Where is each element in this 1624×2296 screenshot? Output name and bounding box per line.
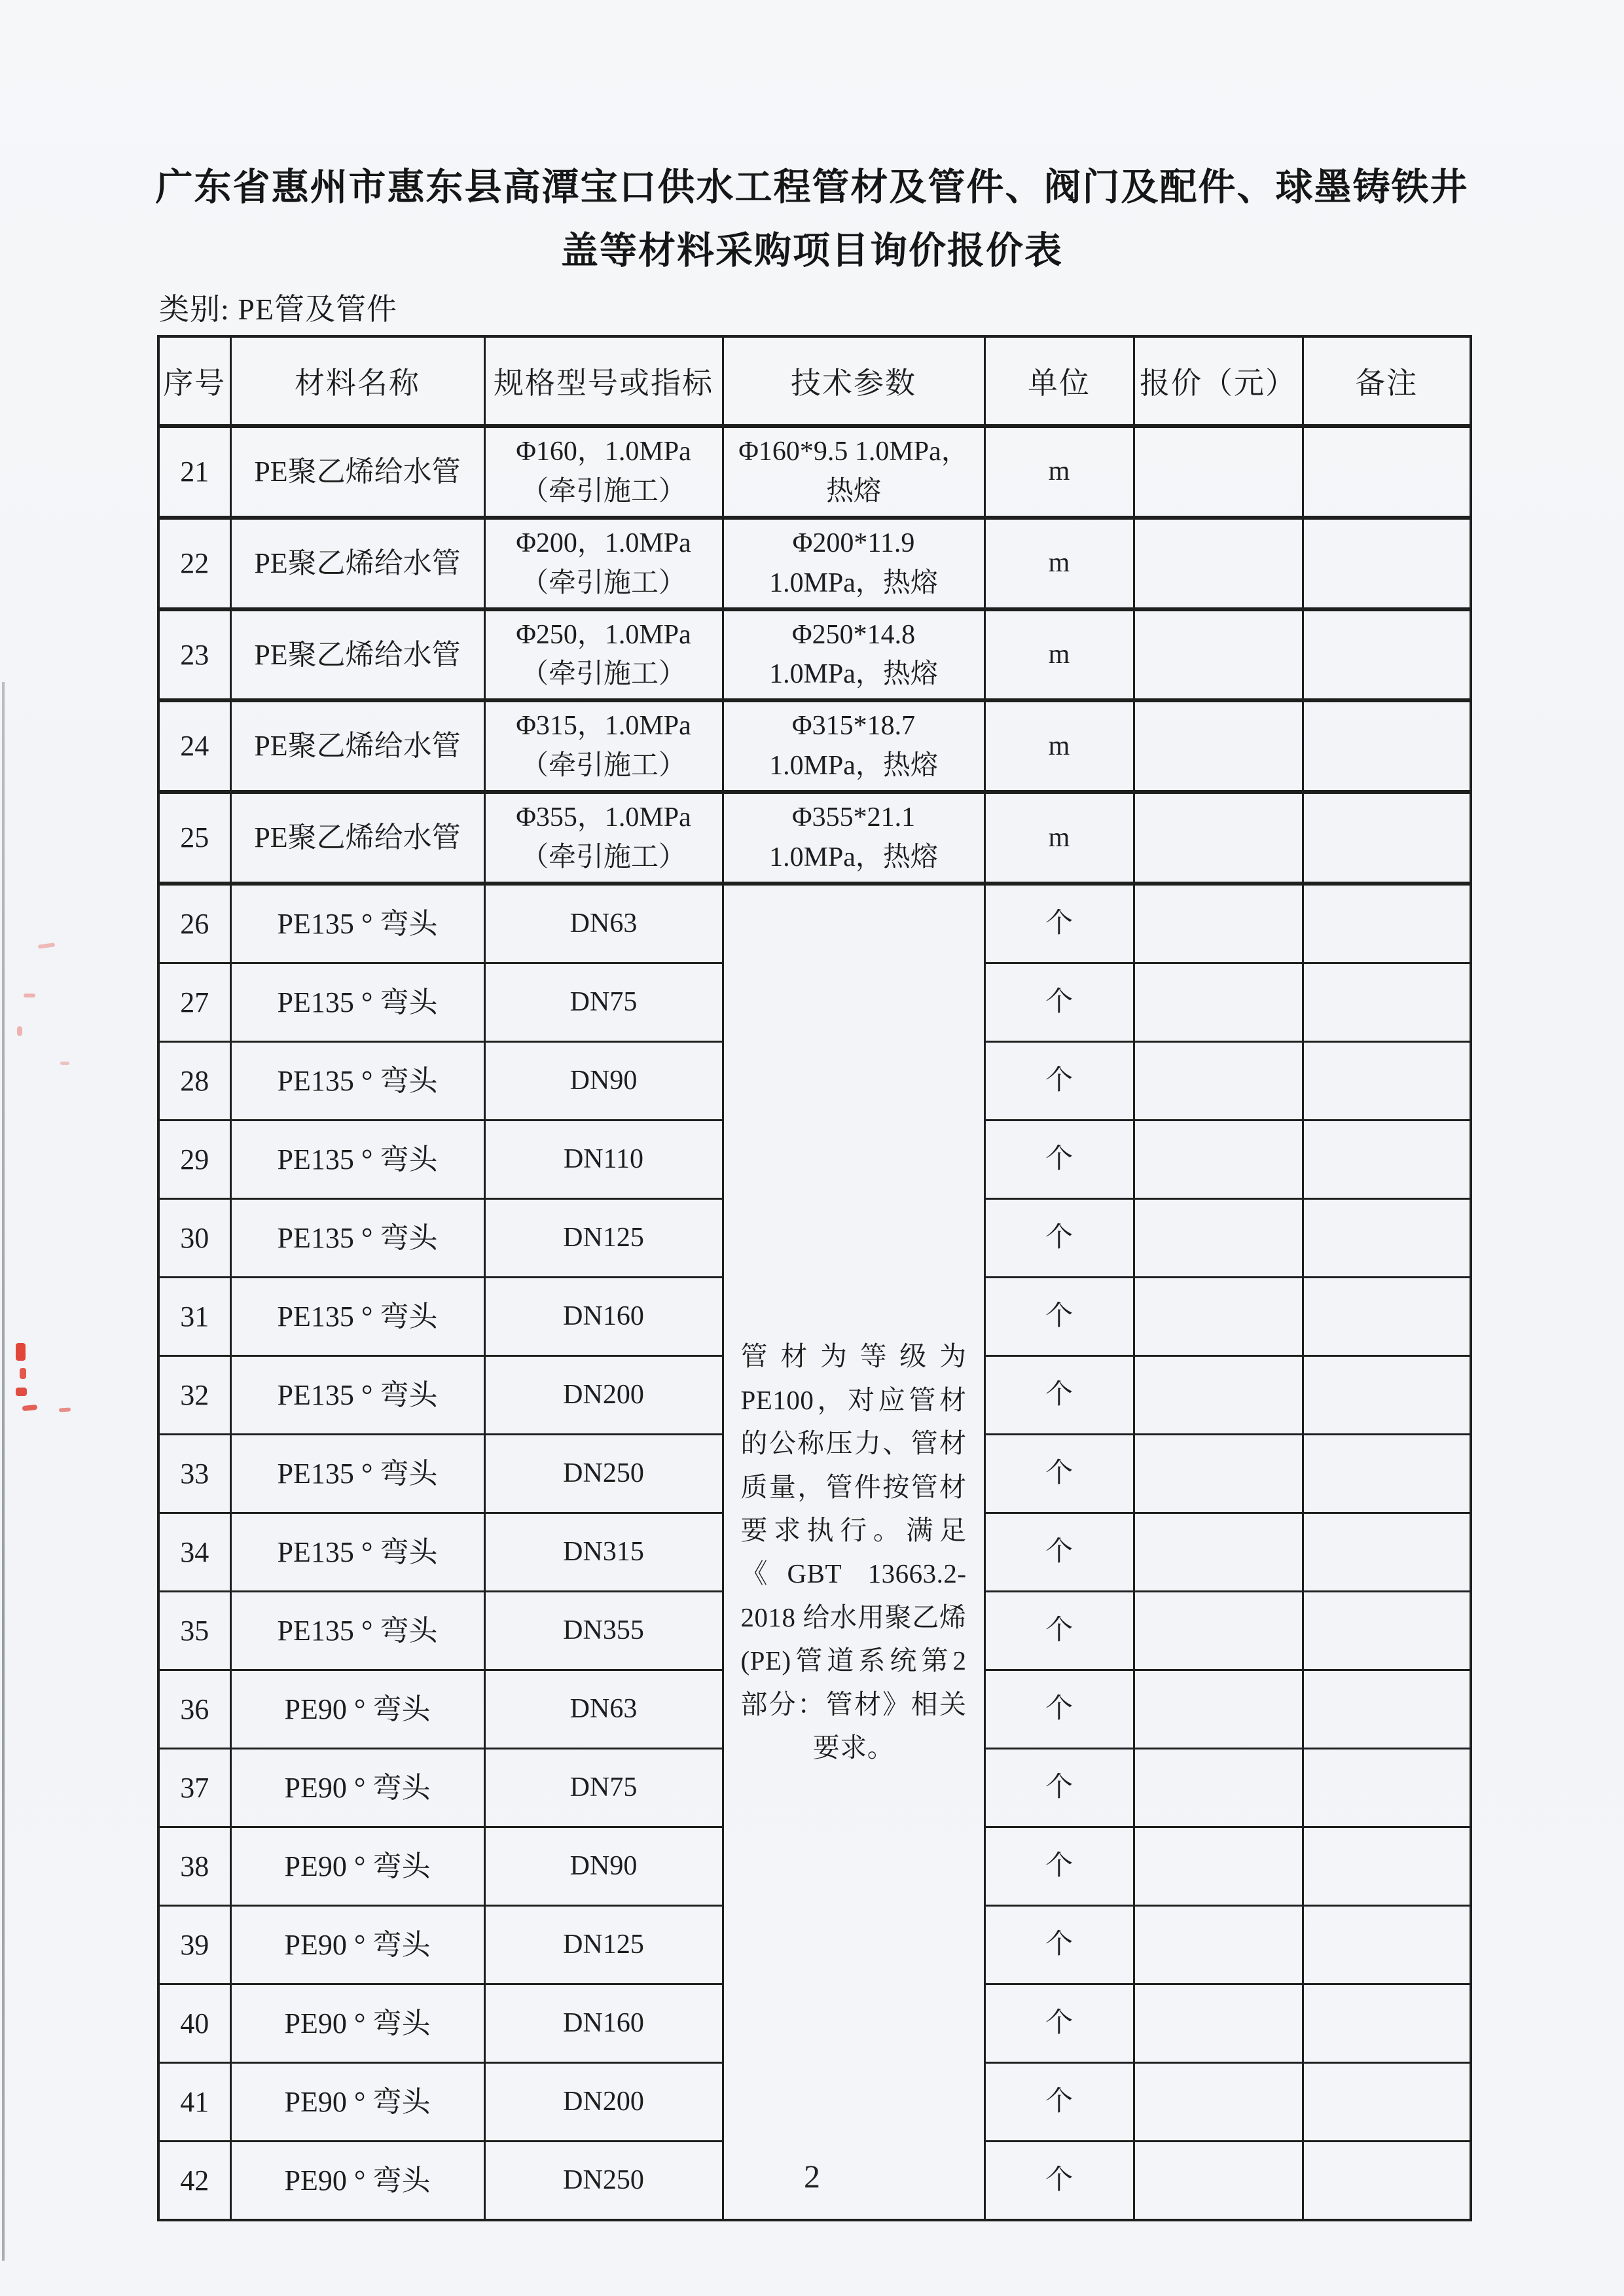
cell-price — [1134, 1198, 1303, 1277]
col-header-unit: 单位 — [984, 336, 1134, 426]
cell-no: 27 — [158, 963, 230, 1041]
cell-spec: DN75 — [484, 963, 723, 1041]
cell-spec: DN125 — [484, 1198, 723, 1277]
title-line-2: 盖等材料采购项目询价报价表 — [561, 230, 1063, 272]
cell-unit: 个 — [984, 1355, 1134, 1434]
table-row — [158, 884, 1471, 963]
cell-spec: DN90 — [484, 1827, 723, 1905]
cell-spec: Φ200，1.0MPa（牵引施工） — [484, 518, 723, 609]
cell-spec: DN200 — [484, 1355, 723, 1434]
cell-unit: 个 — [984, 2062, 1134, 2141]
cell-no: 28 — [158, 1041, 230, 1120]
cell-note — [1303, 1827, 1471, 1905]
cell-note — [1303, 2062, 1471, 2141]
cell-unit: 个 — [984, 1041, 1134, 1120]
cell-unit: m — [984, 792, 1134, 884]
cell-spec: DN250 — [484, 1434, 723, 1513]
cell-price — [1134, 884, 1303, 963]
cell-note — [1303, 1120, 1471, 1198]
cell-note — [1303, 1277, 1471, 1355]
cell-unit: 个 — [984, 1434, 1134, 1513]
cell-note — [1303, 1513, 1471, 1591]
cell-material: PE135 ° 弯头 — [230, 1591, 484, 1670]
cell-tech: Φ160*9.5 1.0MPa，热熔 — [723, 426, 984, 518]
red-ink-mark — [16, 1343, 26, 1361]
cell-note — [1303, 1748, 1471, 1827]
cell-unit: 个 — [984, 1513, 1134, 1591]
cell-price — [1134, 792, 1303, 884]
cell-tech: Φ250*14.8 1.0MPa，热熔 — [723, 609, 984, 701]
page-title — [0, 156, 1624, 283]
cell-unit: 个 — [984, 963, 1134, 1041]
cell-unit: m — [984, 609, 1134, 701]
cell-note — [1303, 1355, 1471, 1434]
cell-price — [1134, 1984, 1303, 2062]
category-label: 类别: PE管及管件 — [159, 293, 397, 326]
cell-no: 37 — [158, 1748, 230, 1827]
cell-spec: DN250 — [484, 2141, 723, 2220]
table-row — [158, 518, 1471, 609]
cell-note — [1303, 700, 1471, 792]
cell-material: PE135 ° 弯头 — [230, 1355, 484, 1434]
cell-tech: Φ355*21.1 1.0MPa，热熔 — [723, 792, 984, 884]
cell-unit: m — [984, 518, 1134, 609]
cell-no: 21 — [158, 426, 230, 518]
cell-price — [1134, 1277, 1303, 1355]
col-header-material: 材料名称 — [230, 336, 484, 426]
cell-spec: DN90 — [484, 1041, 723, 1120]
cell-no: 30 — [158, 1198, 230, 1277]
cell-material: PE135 ° 弯头 — [230, 963, 484, 1041]
cell-price — [1134, 1041, 1303, 1120]
cell-note — [1303, 963, 1471, 1041]
red-ink-mark — [24, 994, 35, 997]
cell-no: 24 — [158, 700, 230, 792]
cell-no: 39 — [158, 1905, 230, 1984]
cell-price — [1134, 963, 1303, 1041]
cell-note — [1303, 1670, 1471, 1748]
red-ink-mark — [38, 942, 56, 949]
cell-no: 36 — [158, 1670, 230, 1748]
red-ink-mark — [17, 1026, 22, 1036]
col-header-spec: 规格型号或指标 — [484, 336, 723, 426]
cell-spec: DN160 — [484, 1277, 723, 1355]
red-ink-mark — [59, 1407, 71, 1412]
cell-material: PE聚乙烯给水管 — [230, 609, 484, 701]
cell-spec: DN110 — [484, 1120, 723, 1198]
cell-no: 33 — [158, 1434, 230, 1513]
scan-edge-line — [2, 682, 5, 2261]
cell-no: 40 — [158, 1984, 230, 2062]
col-header-note: 备注 — [1303, 336, 1471, 426]
cell-no: 42 — [158, 2141, 230, 2220]
cell-no: 31 — [158, 1277, 230, 1355]
cell-unit: 个 — [984, 1984, 1134, 2062]
cell-tech: Φ200*11.9 1.0MPa，热熔 — [723, 518, 984, 609]
table-row — [158, 426, 1471, 518]
cell-spec: DN160 — [484, 1984, 723, 2062]
cell-spec: DN63 — [484, 884, 723, 963]
cell-no: 32 — [158, 1355, 230, 1434]
cell-unit: 个 — [984, 884, 1134, 963]
cell-spec: DN63 — [484, 1670, 723, 1748]
cell-no: 29 — [158, 1120, 230, 1198]
cell-unit: 个 — [984, 1120, 1134, 1198]
table-header-row — [158, 336, 1471, 426]
cell-no: 34 — [158, 1513, 230, 1591]
cell-note — [1303, 518, 1471, 609]
cell-material: PE90 ° 弯头 — [230, 2141, 484, 2220]
cell-note — [1303, 1041, 1471, 1120]
cell-material: PE聚乙烯给水管 — [230, 426, 484, 518]
table-row — [158, 792, 1471, 884]
cell-unit: 个 — [984, 1748, 1134, 1827]
cell-spec: DN200 — [484, 2062, 723, 2141]
cell-material: PE聚乙烯给水管 — [230, 700, 484, 792]
quotation-table — [157, 335, 1472, 2221]
cell-price — [1134, 2062, 1303, 2141]
red-ink-mark — [22, 1405, 38, 1411]
cell-note — [1303, 426, 1471, 518]
cell-note — [1303, 1905, 1471, 1984]
cell-material: PE135 ° 弯头 — [230, 884, 484, 963]
cell-material: PE聚乙烯给水管 — [230, 792, 484, 884]
red-ink-mark — [16, 1388, 27, 1396]
cell-material: PE90 ° 弯头 — [230, 1748, 484, 1827]
cell-price — [1134, 609, 1303, 701]
table-row — [158, 609, 1471, 701]
cell-no: 38 — [158, 1827, 230, 1905]
cell-note — [1303, 1984, 1471, 2062]
col-header-no: 序号 — [158, 336, 230, 426]
cell-note — [1303, 1198, 1471, 1277]
cell-note — [1303, 884, 1471, 963]
cell-note — [1303, 1591, 1471, 1670]
cell-tech-merged-note: 管材为等级为PE100，对应管材的公称压力、管材质量，管件按管材要求执行。满足《GBT 13663.2-2018 给水用聚乙烯(PE)管道系统第2部分：管材》相关要求。 — [723, 884, 984, 2220]
cell-price — [1134, 1513, 1303, 1591]
cell-spec: Φ160，1.0MPa（牵引施工） — [484, 426, 723, 518]
cell-no: 26 — [158, 884, 230, 963]
cell-no: 35 — [158, 1591, 230, 1670]
cell-no: 41 — [158, 2062, 230, 2141]
cell-price — [1134, 1434, 1303, 1513]
cell-note — [1303, 792, 1471, 884]
cell-price — [1134, 700, 1303, 792]
cell-unit: 个 — [984, 1905, 1134, 1984]
title-line-1: 广东省惠州市惠东县高潭宝口供水工程管材及管件、阀门及配件、球墨铸铁井 — [155, 166, 1469, 208]
cell-no: 23 — [158, 609, 230, 701]
cell-no: 22 — [158, 518, 230, 609]
cell-tech: Φ315*18.7 1.0MPa，热熔 — [723, 700, 984, 792]
cell-spec: DN355 — [484, 1591, 723, 1670]
cell-material: PE135 ° 弯头 — [230, 1198, 484, 1277]
cell-spec: DN125 — [484, 1905, 723, 1984]
cell-price — [1134, 1670, 1303, 1748]
cell-unit: m — [984, 700, 1134, 792]
cell-material: PE90 ° 弯头 — [230, 2062, 484, 2141]
cell-material: PE135 ° 弯头 — [230, 1434, 484, 1513]
cell-material: PE135 ° 弯头 — [230, 1277, 484, 1355]
cell-price — [1134, 1120, 1303, 1198]
cell-price — [1134, 1827, 1303, 1905]
cell-spec: Φ250，1.0MPa（牵引施工） — [484, 609, 723, 701]
cell-price — [1134, 1905, 1303, 1984]
cell-unit: 个 — [984, 1591, 1134, 1670]
red-ink-mark — [20, 1368, 26, 1379]
cell-price — [1134, 426, 1303, 518]
cell-unit: 个 — [984, 1827, 1134, 1905]
table-row — [158, 700, 1471, 792]
page-number: 2 — [804, 2158, 820, 2195]
cell-material: PE135 ° 弯头 — [230, 1120, 484, 1198]
cell-material: PE90 ° 弯头 — [230, 1827, 484, 1905]
cell-material: PE90 ° 弯头 — [230, 1670, 484, 1748]
cell-no: 25 — [158, 792, 230, 884]
cell-price — [1134, 518, 1303, 609]
red-ink-mark — [60, 1062, 69, 1065]
cell-unit: m — [984, 426, 1134, 518]
cell-price — [1134, 1591, 1303, 1670]
cell-unit: 个 — [984, 1198, 1134, 1277]
cell-price — [1134, 1748, 1303, 1827]
cell-spec: DN315 — [484, 1513, 723, 1591]
cell-note — [1303, 609, 1471, 701]
cell-spec: Φ355，1.0MPa（牵引施工） — [484, 792, 723, 884]
cell-unit: 个 — [984, 1670, 1134, 1748]
cell-spec: Φ315，1.0MPa（牵引施工） — [484, 700, 723, 792]
cell-material: PE135 ° 弯头 — [230, 1513, 484, 1591]
cell-material: PE90 ° 弯头 — [230, 1905, 484, 1984]
cell-material: PE聚乙烯给水管 — [230, 518, 484, 609]
col-header-tech: 技术参数 — [723, 336, 984, 426]
cell-material: PE135 ° 弯头 — [230, 1041, 484, 1120]
cell-spec: DN75 — [484, 1748, 723, 1827]
cell-unit: 个 — [984, 1277, 1134, 1355]
col-header-price: 报价（元） — [1134, 336, 1303, 426]
cell-note — [1303, 1434, 1471, 1513]
cell-price — [1134, 1355, 1303, 1434]
cell-material: PE90 ° 弯头 — [230, 1984, 484, 2062]
cell-unit: 个 — [984, 2141, 1134, 2220]
